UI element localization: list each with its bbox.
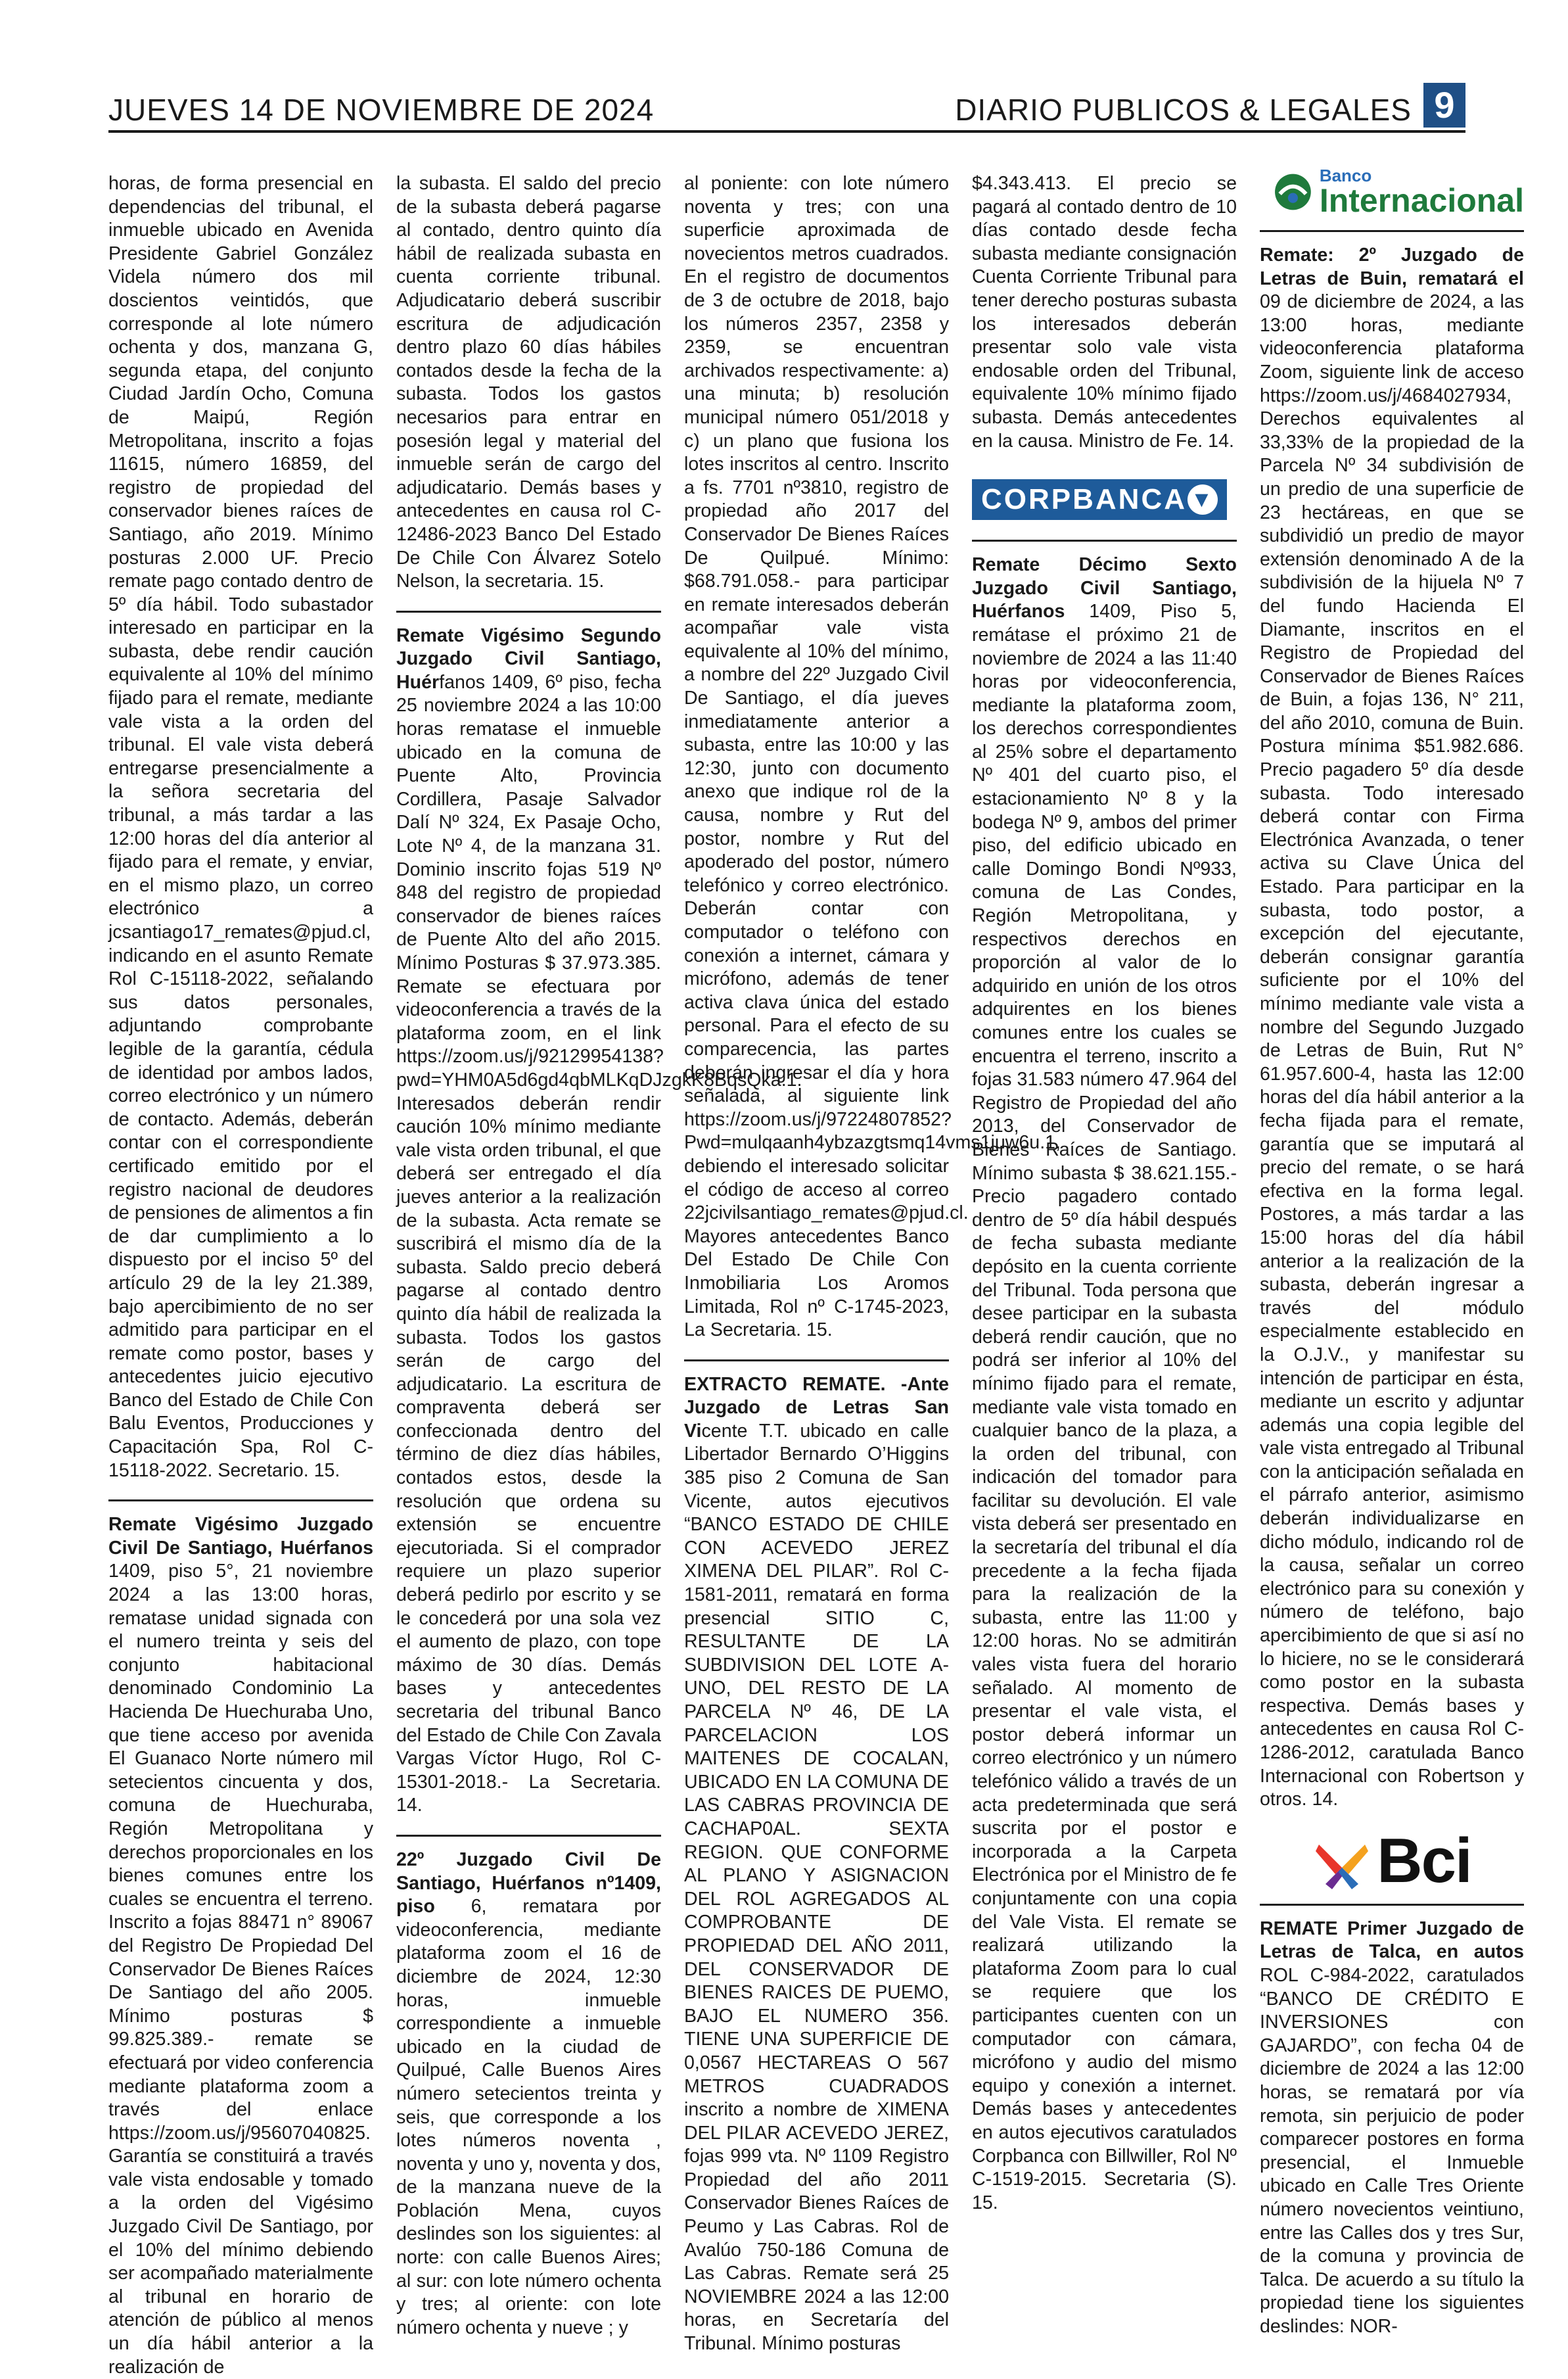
notice-heading: 22º Juzgado Civil De Santiago, Huérfanos nº1409, piso <box>396 1849 661 1918</box>
divider <box>972 540 1237 542</box>
corpbanca-logo-text: CORPBANCA <box>981 483 1187 516</box>
column-2 <box>396 172 802 2340</box>
notice-heading: Remate: 2º Juzgado de Letras de Buin, rematará el <box>1260 245 1524 289</box>
notice <box>396 624 802 1818</box>
notice-text: ROL C-984-2022, caratulados “BANCO DE CRÉDITO E INVERSIONES con GAJARDO”, con fecha 04 de diciembre de 2024 a las 12:00 horas, se rematará por vía remota, sin perjuicio de poder comparecer postores en forma presencial, el Inmueble ubicado en Calle Tres Oriente número novecientos veintiuno, entre las Calles dos y tres Sur, de la comuna y provincia de Talca. De acuerdo a su título la propiedad tiene los siguientes deslindes: NOR- <box>1260 1964 1524 2337</box>
notice-heading: REMATE Primer Juzgado de Letras de Talca, en autos <box>1260 1918 1524 1963</box>
bci-logo <box>1260 1825 1524 1896</box>
corpbanca-logo <box>972 479 1227 520</box>
notice-heading: Remate Vigésimo Segundo Juzgado Civil Santiago, Huér <box>396 624 661 693</box>
banco-internacional-wordmark <box>1320 167 1524 217</box>
notice-heading: Remate Vigésimo Juzgado Civil De Santiago, Huérfanos <box>108 1514 373 1559</box>
bci-emblem-icon <box>1312 1831 1372 1891</box>
notice <box>684 1373 949 2356</box>
notice-text: al poniente: con lote número noventa y tres; con una superficie aproximada de novecientos metros cuadrados. En el registro de documentos de 3 de octubre de 2018, bajo los números 2357, 2358 y 2359, se encuentran archivados respectivamente: a) una minuta; b) resolución municipal número 051/2018 y c) un plano que fusiona los lotes inscritos al centro. Inscrito a fs. 7701 nº3810, registro de propiedad año 2017 del Conservador De Bienes Raíces De Quilpué. Mínimo: $68.791.058.- para participar en remate interesados deberán acompañar vale vista equivalente al 10% del mínimo, a nombre del 22º Juzgado Civil De Santiago, el día jueves inmediatamente anterior a subasta, entre las 10:00 y las 12:30, junto con documento anexo que indique rol de la causa, nombre y Rut del postor, nombre y Rut del apoderado del postor, número telefónico y correo electrónico. Deberán contar con computador o teléfono con conexión a internet, cámara y micrófono, además de tener activa clava única del estado personal. Para el efecto de su comparecencia, las partes deberán ingresar el día y hora señalada, al siguiente link https://zoom.us/j/97224807852?Pwd=mulqaanh4ybzazgtsmq14vms1juw6u.1, debiendo el interesado solicitar el código de acceso al correo 22jcivilsantiago_remates@pjud.cl. Mayores antecedentes Banco Del Estado De Chile Con Inmobiliaria Los Aromos Limitada, Rol nº C-1745-2023, La Secretaria. 15. <box>684 173 1061 1341</box>
logo-text-big: Internacional <box>1319 182 1524 219</box>
notice-text: 1409, Piso 5, remátase el próximo 21 de noviembre de 2024 a las 11:40 horas por videoconferencia, mediante la plataforma zoom, los derechos correspondientes al 25% sobre el departamento Nº 401 del cuarto piso, el estacionamiento Nº 8 y la bodega Nº 9, ambos del primer piso, del edificio ubicado en calle Domingo Bondi Nº933, comuna de Las Condes, Región Metropolitana, y respectivos derechos en proporción al valor de lo adquirido en unión de los otros adquirentes en los bienes comunes entre los cuales se encuentra el terreno, inscrito a fojas 31.583 número 47.964 del Registro de Propiedad del año 2013, del Conservador de Bienes Raíces de Santiago. Mínimo subasta $ 38.621.155.- Precio pagadero contado dentro de 5º día hábil después de fecha subasta mediante depósito en la cuenta corriente del Tribunal. Toda persona que desee participar en la subasta deberá rendir caución, que no podrá ser inferior al 10% del mínimo fijado para el remate, mediante vale vista tomado en cualquier banco de la plaza, a la orden del tribunal, con indicación del tomador para facilitar su devolución. El vale vista deberá ser presentado en la secretaría del tribunal el día precedente a la fecha fijada para la realización de la subasta, entre las 11:00 y 12:00 horas. No se admitirán vales vista fuera del horario señalado. Al momento de presentar el vale vista, el postor deberá informar un correo electrónico y un número telefónico válido a través de un acta predeterminada que será suscrita por el postor e incorporada a la Carpeta Electrónica por el Ministro de fe conjuntamente con una copia del Vale Vista. El remate se realizará utilizando la plataforma Zoom para lo cual se requiere que los participantes cuenten con un computador con cámara, micrófono y audio del mismo equipo y conexión a internet. Demás bases y antecedentes en autos ejecutivos caratulados Corpbanca con Billwiller, Rol Nº C-1519-2015. Secretaria (S). 15. <box>972 601 1237 2213</box>
corpbanca-emblem-icon: ▼ <box>1188 484 1218 515</box>
newspaper-name: DIARIO PUBLICOS & LEGALES <box>955 93 1412 127</box>
notice-text: fanos 1409, 6º piso, fecha 25 noviembre 2024 a las 10:00 horas rematase el inmueble ubicado en la comuna de Puente Alto, Provincia Cordillera, Pasaje Salvador Dalí Nº 324, Ex Pasaje Ocho, Lote Nº 4, de la manzana 31. Dominio inscrito fojas 519 Nº 848 del registro de propiedad conservador de bienes raíces de Puente Alto del año 2015. Mínimo Posturas $ 37.973.385. Remate se efectuara por videoconferencia a través de la plataforma zoom, en el link https://zoom.us/j/92129954138?pwd=YHM0A5d6gd4qbMLKqDJzgkK8BqsQka.1. Interesados deberán rendir caución 10% mínimo mediante vale vista orden tribunal, el que deberá ser entregado el día jueves anterior a la realización de la subasta. Acta remate se suscribirá el mismo día de la subasta. Saldo precio deberá pagarse al contado dentro quinto día hábil de realizada la subasta. Todos los gastos serán de cargo del adjudicatario. La escritura de compraventa deberá ser confeccionada dentro del término de diez días hábiles, contados estos, desde la resolución que ordena su extensión se encuentre ejecutoriada. Si el comprador requiere un plazo superior deberá pedirlo por escrito y se le concederá por una sola vez el aumento de plazo, con tope máximo de 30 días. Demás bases y antecedentes secretaria del tribunal Banco del Estado de Chile Con Zavala Vargas Víctor Hugo, Rol C-15301-2018.- La Secretaria. 14. <box>396 671 802 1816</box>
notice-text: 6, rematara por videoconferencia, mediante plataforma zoom el 16 de diciembre de 2024, 12:30 horas, inmueble correspondiente a inmueble ubicado en la ciudad de Quilpué, Calle Buenos Aires número setecientos treinta y seis, que corresponde a los lotes números noventa , noventa y uno y, noventa y dos, de la manzana nueve de la Población Mena, cuyos deslindes son los siguientes: al norte: con calle Buenos Aires; al sur: con lote número ochenta y tres; al oriente: con lote número ochenta y nueve ; y <box>396 1896 661 2338</box>
notice-text: cente T.T. ubicado en calle Libertador Bernardo O’Higgins 385 piso 2 Comuna de San Vicente, autos ejecutivos “BANCO ESTADO DE CHILE CON ACEVEDO JEREZ XIMENA DEL PILAR”. Rol C-1581-2011, rematará en forma presencial SITIO C, RESULTANTE DE LA SUBDIVISION DEL LOTE A-UNO, DEL RESTO DE LA PARCELA Nº 46, DE LA PARCELACION LOS MAITENES DE COCALAN, UBICADO EN LA COMUNA DE LAS CABRAS PROVINCIA DE CACHAP0AL. SEXTA REGION. QUE CONFORME AL PLANO Y ASIGNACION DEL ROL AGREGADOS AL COMPROBANTE DE PROPIEDAD DEL AÑO 2011, DEL CONSERVADOR DE BIENES RAICES DE PUEMO, BAJO EL NUMERO 356. TIENE UNA SUPERFICIE DE 0,0567 HECTAREAS O 567 METROS CUADRADOS inscrito a nombre de XIMENA DEL PILAR ACEVEDO JEREZ, fojas 999 vta. Nº 1109 Registro Propiedad del año 2011 Conservador Bienes Raíces de Peumo y Las Cabras. Rol de Avalúo 750-186 Comuna de Las Cabras. Remate será 25 NOVIEMBRE 2024 a las 12:00 horas, en Secretaría del Tribunal. Mínimo posturas <box>684 1420 949 2355</box>
column-3 <box>684 172 1061 2356</box>
issue-date: JUEVES 14 DE NOVIEMBRE DE 2024 <box>108 93 655 127</box>
notice <box>1260 1918 1524 2339</box>
banco-internacional-emblem-icon <box>1273 166 1313 218</box>
notice-heading: EXTRACTO REMATE. -Ante Juzgado de Letras San Vi <box>684 1373 949 1442</box>
page-number: 9 <box>1423 83 1465 128</box>
divider <box>396 1835 661 1837</box>
divider <box>684 1359 949 1361</box>
notice <box>1260 244 1524 1812</box>
divider <box>108 1499 373 1501</box>
column-5 <box>1260 166 1524 2338</box>
notice-text: 09 de diciembre de 2024, a las 13:00 horas, mediante videoconferencia plataforma Zoom, siguiente link de acceso https://zoom.us/j/4684027934, Derechos equivalentes al 33,33% de la propiedad de la Parcela Nº 34 subdivisión de un predio de una superficie de 23 hectáreas, en que se subdividió un predio de mayor extensión denominado A de la subdivisión de la hijuela Nº 7 del fundo Hacienda El Diamante, inscritos en el Registro de Propiedad del Conservador de Bienes Raíces de Buin, a fojas 136, N° 211, del año 2010, comuna de Buin. Postura mínima $51.982.686. Precio pagadero 5º día desde subasta. Todo interesado deberá contar con Firma Electrónica Avanzada, o tener activa su Clave Única del Estado. Para participar en la subasta, todo postor, a excepción del ejecutante, deberán consignar garantía suficiente por el 10% del mínimo mediante vale vista a nombre del Segundo Juzgado de Letras de Buin, Rut N° 61.957.600-4, hasta las 12:00 horas del día hábil anterior a la fecha fijada para el remate, garantía que se imputará al precio del remate, o se hará efectiva en la forma legal. Postores, a más tardar a las 15:00 horas del día hábil anterior a la realización de la subasta, deberán ingresar a través del módulo especialmente establecido en la O.J.V., y manifestar su intención de participar en ésta, mediante un escrito y adjuntar además una copia legible del vale vista entregado al Tribunal con la anticipación señalada en el párrafo anterior, asimismo deberán individualizarse en dicho módulo, indicando rol de la causa, señalar un correo electrónico para su conexión y número de teléfono, bajo apercibimiento de que si así no lo hiciere, no se le considerará como postor en la subasta respectiva. Demás bases y antecedentes en causa Rol C-1286-2012, caratulada Banco Internacional con Robertson y otros. 14. <box>1260 291 1524 1810</box>
divider <box>1260 230 1524 232</box>
banco-internacional-logo <box>1273 166 1524 218</box>
column-1 <box>108 172 373 2379</box>
bci-wordmark: Bci <box>1377 1825 1471 1896</box>
column-4 <box>972 172 1237 2215</box>
divider <box>396 611 661 613</box>
notice-text: la subasta. El saldo del precio de la subasta deberá pagarse al contado, dentro quinto día hábil de realizada subasta en cuenta corriente tribunal. Adjudicatario deberá suscribir escritura de adjudicación dentro plazo 60 días hábiles contados desde la fecha de la subasta. Todos los gastos necesarios para entrar en posesión legal y material del inmueble serán de cargo del adjudicatario. Demás bases y antecedentes en causa rol C-12486-2023 Banco Del Estado De Chile Con Álvarez Sotelo Nelson, la secretaria. 15. <box>396 173 661 592</box>
notice-text: 1409, piso 5°, 21 noviembre 2024 a las 13:00 horas, rematase unidad signada con el numero treinta y seis del conjunto habitacional denominado Condominio La Hacienda De Huechuraba Uno, que tiene acceso por avenida El Guanaco Norte número mil setecientos cincuenta y dos, comuna de Huechuraba, Región Metropolitana y derechos proporcionales en los bienes comunes entre los cuales se encuentra el terreno. Inscrito a fojas 88471 n° 89067 del Registro De Propiedad Del Conservador De Bienes Raíces De Santiago del año 2005. Mínimo posturas $ 99.825.389.- remate se efectuará por video conferencia mediante plataforma zoom a través del enlace https://zoom.us/j/95607040825. Garantía se constituirá a través vale vista endosable y tomado a la orden del Vigésimo Juzgado Civil De Santiago, por el 10% del mínimo debiendo ser acompañado materialmente al tribunal en horario de atención de público al menos un día hábil anterior a la realización de <box>108 1561 373 2378</box>
logo-text-small: Banco <box>1319 166 1372 185</box>
notice-text: horas, de forma presencial en dependencias del tribunal, el inmueble ubicado en Avenida Presidente Gabriel González Videla número dos mil doscientos veintidós, que corresponde al lote número ochenta y dos, manzana G, segunda etapa, del conjunto Ciudad Jardín Ocho, Comuna de Maipú, Región Metropolitana, inscrito a fojas 11615, número 16859, del registro de propiedad del conservador bienes raíces de Santiago, año 2019. Mínimo posturas 2.000 UF. Precio remate pago contado dentro de 5º día hábil. Todo subastador interesado en participar en la subasta, debe rendir caución equivalente al 10% del mínimo fijado para el remate, mediante vale vista a la orden del tribunal. El vale vista deberá entregarse presencialmente a la señora secretaria del tribunal, a más tardar a las 12:00 horas del día anterior al fijado para el remate, y enviar, en el mismo plazo, un correo electrónico a jcsantiago17_remates@pjud.cl, indicando en el asunto Remate Rol C-15118-2022, señalando sus datos personales, adjuntando comprobante legible de la garantía, cédula de identidad por ambos lados, correo electrónico y un número de contacto. Además, deberán contar con el correspondiente certificado emitido por el registro nacional de deudores de pensiones de alimentos a fin de dar cumplimiento a lo dispuesto por el inciso 5º del artículo 29 de la ley 21.389, bajo apercibimiento de no ser admitido para participar en el remate como postor, bases y antecedentes juicio ejecutivo Banco del Estado de Chile Con Balu Eventos, Producciones y Capacitación Spa, Rol C-15118-2022. Secretario. 15. <box>108 173 373 1481</box>
divider <box>1260 1904 1524 1906</box>
notice <box>972 554 1237 2215</box>
page-header <box>108 84 1465 133</box>
notice-text: $4.343.413. El precio se pagará al contado dentro de 10 días contado desde fecha subasta mediante consignación Cuenta Corriente Tribunal para tener derecho posturas subasta los interesados deberán presentar solo vale vista endosable orden del Tribunal, equivalente 10% mínimo fijado subasta. Demás antecedentes en la causa. Ministro de Fe. 14. <box>972 173 1237 452</box>
notice-heading: Remate Décimo Sexto Juzgado Civil Santiago, Huérfanos <box>972 554 1237 623</box>
notice <box>396 1849 661 2340</box>
notice <box>108 1513 373 2379</box>
